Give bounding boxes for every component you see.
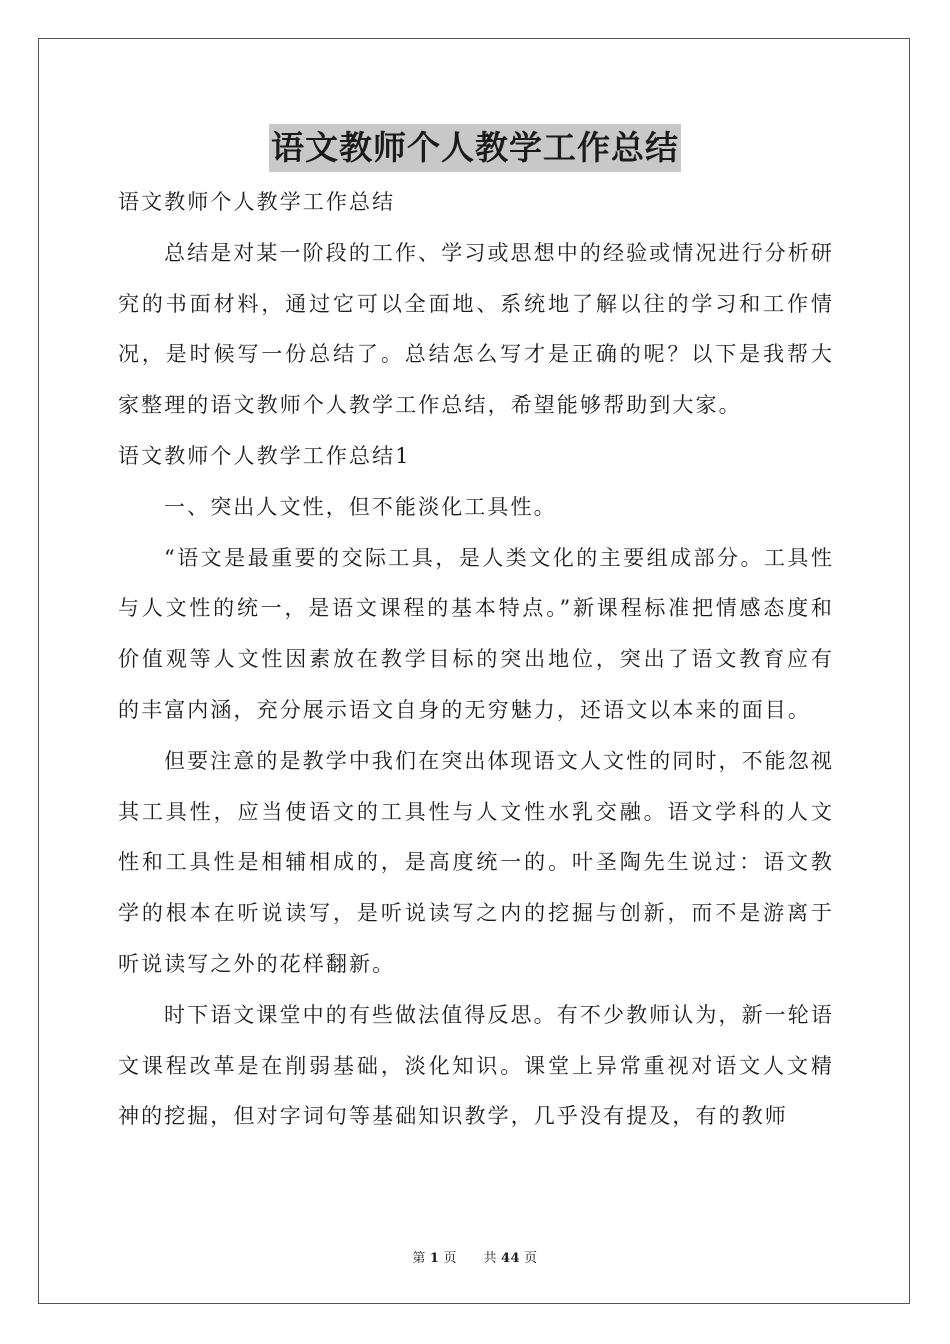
point-heading: 一、突出人文性，但不能淡化工具性。: [164, 494, 557, 519]
intro-paragraph: 总结是对某一阶段的工作、学习或思想中的经验或情况进行分析研究的书面材料，通过它可以全面地、系统地了解以往的学习和工作情况，是时候写一份总结了。总结怎么写才是正确的呢？以下是我帮大家整理的语文教师个人教学工作总结，希望能够帮助到大家。: [118, 240, 834, 418]
page-prefix: 第: [412, 1251, 426, 1266]
total-pages: [481, 1251, 539, 1266]
section-heading: 语文教师个人教学工作总结1: [118, 443, 411, 468]
page-footer: [0, 1247, 950, 1266]
current-page-number: 1: [429, 1251, 440, 1266]
body-paragraph: 但要注意的是教学中我们在突出体现语文人文性的同时，不能忽视其工具性，应当使语文的工具性与人文性水乳交融。语文学科的人文性和工具性是相辅相成的，是高度统一的。叶圣陶先生说过：语文教学的根本在听说读写，是听说读写之内的挖掘与创新，而不是游离于听说读写之外的花样翻新。: [118, 748, 834, 976]
body-paragraph: 时下语文课堂中的有些做法值得反思。有不少教师认为，新一轮语文课程改革是在削弱基础，淡化知识。课堂上异常重视对语文人文精神的挖掘，但对字词句等基础知识教学，几乎没有提及，有的教师: [118, 1002, 834, 1129]
subtitle-line: 语文教师个人教学工作总结: [118, 190, 396, 214]
document-title: 语文教师个人教学工作总结: [269, 124, 681, 172]
page-suffix: 页: [443, 1251, 457, 1266]
title-container: [0, 124, 950, 172]
page-indicator: [410, 1251, 459, 1266]
total-prefix: 共: [483, 1251, 497, 1266]
document-body: [118, 177, 834, 1142]
total-page-count: 44: [501, 1251, 521, 1266]
total-suffix: 页: [524, 1251, 538, 1266]
body-paragraph: “语文是最重要的交际工具，是人类文化的主要组成部分。工具性与人文性的统一，是语文课程的基本特点。”新课程标准把情感态度和价值观等人文性因素放在教学目标的突出地位，突出了语文教育应有的丰富内涵，充分展示语文自身的无穷魅力，还语文以本来的面目。: [118, 545, 834, 722]
